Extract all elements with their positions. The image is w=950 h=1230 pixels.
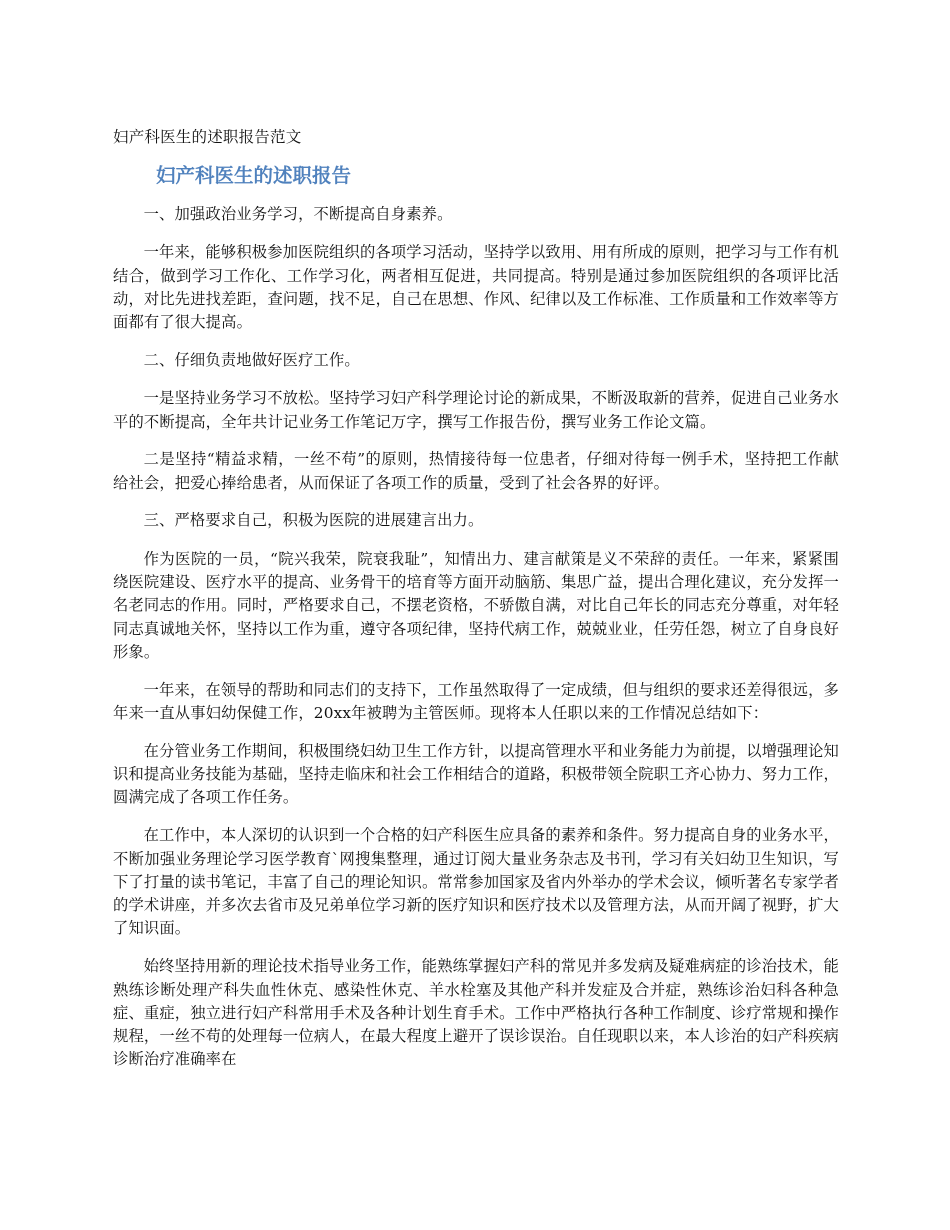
section-heading-2: 二、仔细负责地做好医疗工作。	[143, 350, 360, 369]
body-paragraph: 一年来，能够积极参加医院组织的各项学习活动，坚持学以致用、用有所成的原则，把学习与工作有机结合，做到学习工作化、工作学习化，两者相互促进，共同提高。特别是通过参加医院组织的各项评比活动，对比先进找差距，查问题，找不足，自己在思想、作风、纪律以及工作标准、工作质量和工作效率等方面都有了很大提高。	[113, 243, 840, 332]
body-paragraph: 二是坚持“精益求精，一丝不苟”的原则，热情接待每一位患者，仔细对待每一例手术，坚持把工作献给社会，把爱心捧给患者，从而保证了各项工作的质量，受到了社会各界的好评。	[113, 450, 839, 492]
section-heading-3: 三、严格要求自己，积极为医院的进展建言出力。	[143, 511, 484, 530]
body-paragraph: 一年来，在领导的帮助和同志们的支持下，工作虽然取得了一定成绩，但与组织的要求还差得很远，多年来一直从事妇幼保健工作，20xx年被聘为主管医师。现将本人任职以来的工作情况总结如下：	[113, 680, 839, 723]
body-paragraph: 一是坚持业务学习不放松。坚持学习妇产科学理论讨论的新成果，不断汲取新的营养，促进自己业务水平的不断提高，全年共计记业务工作笔记万字，撰写工作报告份，撰写业务工作论文篇。	[113, 389, 839, 431]
body-paragraph: 作为医院的一员，“院兴我荣，院衰我耻”，知情出力、建言献策是义不荣辞的责任。一年来，紧紧围绕医院建设、医疗水平的提高、业务骨干的培育等方面开动脑筋、集思广益，提出合理化建议，充分发挥一名老同志的作用。同时，严格要求自己，不摆老资格，不骄傲自满，对比自己年长的同志充分尊重，对年轻同志真诚地关怀，坚持以工作为重，遵守各项纪律，坚持代病工作，兢兢业业，任劳任怨，树立了自身良好形象。	[113, 549, 840, 661]
body-paragraph: 始终坚持用新的理论技术指导业务工作，能熟练掌握妇产科的常见并多发病及疑难病症的诊治技术，能熟练诊断处理产科失血性休克、感染性休克、羊水栓塞及其他产科并发症及合并症，熟练诊治妇科各种急症、重症，独立进行妇产科常用手术及各种计划生育手术。工作中严格执行各种工作制度、诊疗常规和操作规程，一丝不苟的处理每一位病人，在最大程度上避开了误诊误治。自任现职以来，本人诊治的妇产科疾病诊断治疗准确率在	[113, 957, 840, 1069]
body-paragraph: 在分管业务工作期间，积极围绕妇幼卫生工作方针，以提高管理水平和业务能力为前提，以增强理论知识和提高业务技能为基础，坚持走临床和社会工作相结合的道路，积极带领全院职工齐心协力、努力工作，圆满完成了各项工作任务。	[113, 741, 840, 807]
document-title: 妇产科医生的述职报告范文	[113, 128, 302, 146]
section-heading-1: 一、加强政治业务学习，不断提高自身素养。	[143, 205, 453, 223]
body-paragraph: 在工作中，本人深切的认识到一个合格的妇产科医生应具备的素养和条件。努力提高自身的业务水平，不断加强业务理论学习医学教育`网搜集整理，通过订阅大量业务杂志及书刊，学习有关妇幼卫生知识，写下了打量的读书笔记，丰富了自己的理论知识。常常参加国家及省内外举办的学术会议，倾听著名专家学者的学术讲座，并多次去省市及兄弟单位学习新的医疗知识和医疗技术以及管理方法，从而开阔了视野，扩大了知识面。	[113, 826, 840, 938]
document-body	[113, 203, 839, 1086]
report-heading: 妇产科医生的述职报告	[156, 164, 352, 187]
